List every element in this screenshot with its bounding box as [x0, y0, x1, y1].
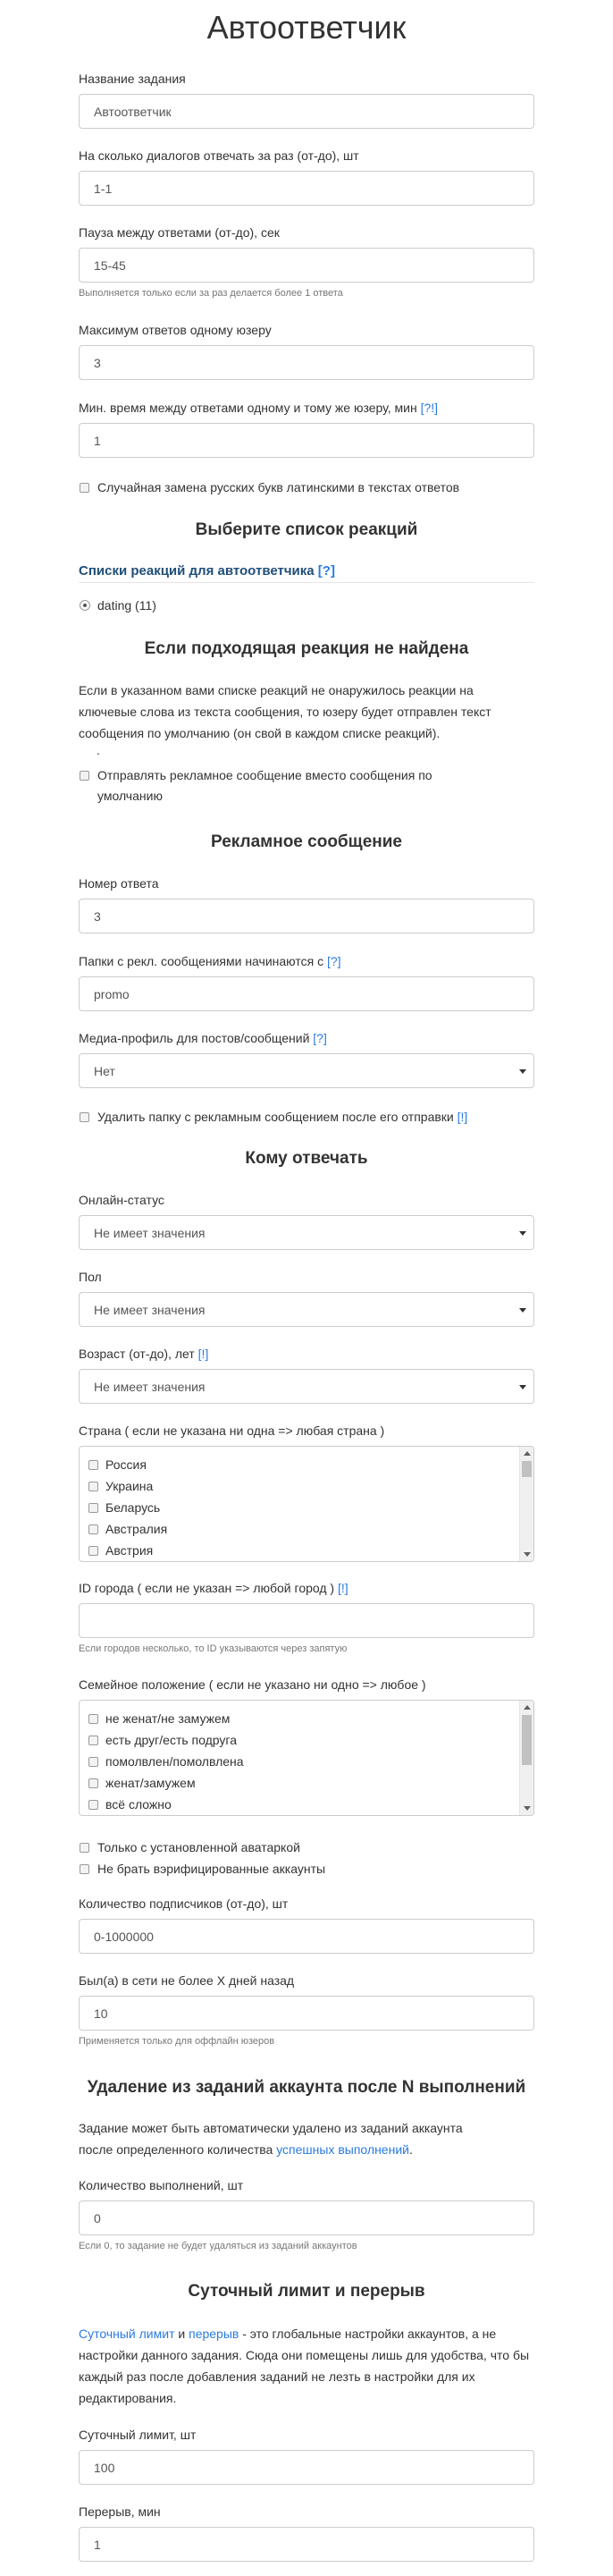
country-scrollbar[interactable] — [519, 1447, 533, 1561]
online-status-label: Онлайн-статус — [79, 1193, 164, 1207]
ad-folders-label: Папки с рекл. сообщениями начинаются с [?] — [79, 954, 341, 968]
ad-folders-help-link[interactable]: [?] — [326, 954, 341, 968]
task-name-label: Название задания — [79, 72, 186, 86]
gender-label: Пол — [79, 1270, 102, 1284]
not-found-text: Если в указанном вами списке реакций не онаружилось реакции на ключевые слова из текста сообщения, то юзеру будет отправлен текст сообщения по умолчанию (он свой в каждом списке реакций). — [79, 683, 491, 740]
marital-label: Семейное положение ( если не указано ни одно => любое ) — [79, 1677, 426, 1692]
country-checkbox[interactable] — [88, 1524, 98, 1534]
send-ad-checkbox[interactable] — [80, 771, 89, 781]
city-input[interactable] — [79, 1603, 534, 1638]
reactions-help-link[interactable]: [?] — [317, 563, 335, 579]
list-item[interactable]: женат/замужем — [88, 1772, 533, 1794]
daily-limit-input[interactable]: 100 — [79, 2450, 534, 2485]
no-verified-checkbox-row[interactable] — [79, 1859, 325, 1879]
list-item[interactable]: Украина — [88, 1475, 533, 1497]
pause-label: Пауза между ответами (от-до), сек — [79, 225, 280, 240]
media-profile-label: Медиа-профиль для постов/сообщений [?] — [79, 1031, 327, 1045]
marital-checkbox[interactable] — [88, 1714, 98, 1724]
avatar-only-checkbox-row[interactable] — [79, 1837, 300, 1858]
daily-limit-link[interactable]: Суточный лимит — [79, 2327, 175, 2341]
reactions-heading: Выберите список реакций — [195, 520, 418, 539]
runs-count-hint: Если 0, то задание не будет удаляться из заданий аккаунтов — [79, 2241, 357, 2251]
gender-select[interactable]: Не имеет значения — [79, 1292, 534, 1327]
min-interval-label: Мин. время между ответами одному и тому же юзеру, мин [?!] — [79, 401, 439, 415]
avatar-only-checkbox[interactable] — [80, 1843, 89, 1853]
list-item[interactable]: Австралия — [88, 1518, 533, 1540]
send-ad-checkbox-row[interactable] — [79, 765, 534, 807]
runs-count-label: Количество выполнений, шт — [79, 2178, 244, 2192]
random-replace-checkbox-row[interactable] — [79, 477, 459, 498]
list-item[interactable]: помолвлен/помолвлена — [88, 1751, 533, 1772]
reactions-option-dating[interactable] — [79, 595, 156, 616]
age-label: Возраст (от-до), лет [!] — [79, 1347, 209, 1361]
last-seen-input[interactable]: 10 — [79, 1996, 534, 2031]
send-ad-label: Отправлять рекламное сообщение вместо сообщения по умолчанию — [97, 768, 432, 803]
not-found-dot: . — [97, 743, 100, 757]
dialogs-per-run-label: На сколько диалогов отвечать за раз (от-до), шт — [79, 148, 359, 163]
online-status-select[interactable]: Не имеет значения — [79, 1215, 534, 1250]
random-replace-checkbox[interactable] — [80, 483, 89, 493]
whom-heading: Кому отвечать — [245, 1149, 368, 1168]
no-verified-label: Не брать вэрифицированные аккаунты — [97, 1862, 326, 1876]
removal-text: Задание может быть автоматически удалено из заданий аккаунта после определенного количества успешных выполнений. — [79, 2121, 463, 2157]
scroll-up-icon[interactable] — [524, 1705, 531, 1710]
delete-folder-checkbox-row[interactable] — [79, 1107, 467, 1128]
age-help-link[interactable]: [!] — [197, 1347, 209, 1361]
scroll-down-icon[interactable] — [524, 1806, 531, 1811]
reply-number-input[interactable]: 3 — [79, 899, 534, 933]
scroll-thumb[interactable] — [522, 1461, 532, 1477]
delete-folder-checkbox[interactable] — [80, 1112, 89, 1122]
avatar-only-label: Только с установленной аватаркой — [97, 1840, 300, 1854]
country-listbox[interactable] — [79, 1446, 534, 1562]
list-item[interactable]: всё сложно — [88, 1794, 533, 1815]
pause-hint: Выполняется только если за раз делается более 1 ответа — [79, 288, 343, 299]
daily-limit-label: Суточный лимит, шт — [79, 2428, 197, 2442]
country-checkbox[interactable] — [88, 1482, 98, 1491]
list-item[interactable]: есть друг/есть подруга — [88, 1729, 533, 1751]
age-select[interactable]: Не имеет значения — [79, 1369, 534, 1404]
scroll-thumb[interactable] — [522, 1715, 532, 1765]
country-checkbox[interactable] — [88, 1546, 98, 1556]
city-help-link[interactable]: [!] — [337, 1581, 348, 1595]
random-replace-label: Случайная замена русских букв латинскими в текстах ответов — [97, 480, 460, 494]
ad-heading: Рекламное сообщение — [211, 832, 402, 851]
successful-runs-link[interactable]: успешных выполнений — [276, 2142, 409, 2157]
page-title: Автоответчик — [206, 9, 407, 46]
dating-option-label: dating (11) — [97, 598, 156, 612]
media-profile-select[interactable]: Нет — [79, 1053, 534, 1088]
not-found-heading: Если подходящая реакция не найдена — [144, 639, 469, 658]
reactions-subheading: Списки реакций для автоответчика [?] — [79, 563, 534, 583]
min-interval-help-link[interactable]: [?!] — [420, 401, 439, 415]
break-label: Перерыв, мин — [79, 2504, 161, 2519]
min-interval-input[interactable]: 1 — [79, 423, 534, 458]
max-replies-input[interactable]: 3 — [79, 345, 534, 380]
ad-folders-input[interactable]: promo — [79, 976, 534, 1011]
city-hint: Если городов несколько, то ID указываются через запятую — [79, 1643, 348, 1654]
max-replies-label: Максимум ответов одному юзеру — [79, 323, 272, 337]
last-seen-hint: Применяется только для оффлайн юзеров — [79, 2036, 275, 2047]
marital-checkbox[interactable] — [88, 1736, 98, 1745]
list-item[interactable]: Россия — [88, 1454, 533, 1475]
removal-heading: Удаление из заданий аккаунта после N выполнений — [87, 2078, 526, 2097]
scroll-down-icon[interactable] — [524, 1552, 531, 1557]
country-checkbox[interactable] — [88, 1460, 98, 1470]
daily-text: Суточный лимит и перерыв - это глобальные настройки аккаунтов, а не настройки данного задания. Сюда они помещены лишь для удобства, что бы каждый раз после добавления заданий не лезть в настройки для их редактирования. — [79, 2327, 530, 2405]
list-item[interactable]: Беларусь — [88, 1497, 533, 1518]
delete-folder-label: Удалить папку с рекламным сообщением после его отправки [!] — [97, 1110, 468, 1124]
scroll-up-icon[interactable] — [524, 1451, 531, 1456]
list-item[interactable]: Австрия — [88, 1540, 533, 1561]
country-label: Страна ( если не указана ни одна => любая страна ) — [79, 1423, 385, 1438]
media-profile-help-link[interactable]: [?] — [313, 1031, 327, 1045]
dating-radio[interactable] — [80, 600, 90, 611]
followers-input[interactable]: 0-1000000 — [79, 1919, 534, 1954]
marital-checkbox[interactable] — [88, 1800, 98, 1810]
last-seen-label: Был(а) в сети не более X дней назад — [79, 1973, 295, 1988]
marital-checkbox[interactable] — [88, 1778, 98, 1788]
delete-folder-help-link[interactable]: [!] — [457, 1110, 468, 1124]
dialogs-per-run-input[interactable]: 1-1 — [79, 171, 534, 206]
break-input[interactable]: 1 — [79, 2527, 534, 2562]
marital-checkbox[interactable] — [88, 1757, 98, 1767]
runs-count-input[interactable]: 0 — [79, 2200, 534, 2235]
followers-label: Количество подписчиков (от-до), шт — [79, 1896, 289, 1911]
daily-heading: Суточный лимит и перерыв — [188, 2282, 425, 2301]
break-link[interactable]: перерыв — [189, 2327, 239, 2341]
marital-listbox[interactable] — [79, 1700, 534, 1816]
city-label: ID города ( если не указан => любой город ) [!] — [79, 1581, 348, 1595]
no-verified-checkbox[interactable] — [80, 1864, 89, 1874]
country-checkbox[interactable] — [88, 1503, 98, 1513]
task-name-input[interactable]: Автоответчик — [79, 94, 534, 129]
reply-number-label: Номер ответа — [79, 876, 159, 891]
list-item[interactable]: не женат/не замужем — [88, 1708, 533, 1729]
marital-scrollbar[interactable] — [519, 1701, 533, 1815]
pause-input[interactable]: 15-45 — [79, 248, 534, 283]
